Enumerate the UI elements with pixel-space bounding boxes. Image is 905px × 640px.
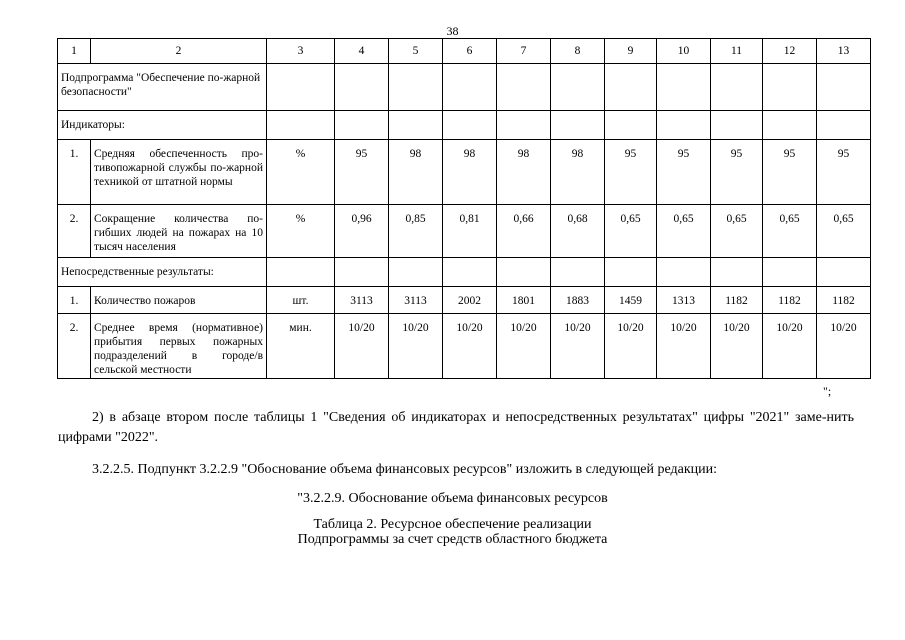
row-name: Средняя обеспеченность про-тивопожарной службы по-жарной техникой от штатной нормы — [91, 140, 267, 205]
empty-cell — [763, 64, 817, 111]
paragraph-amendment-2: 2) в абзаце втором после таблицы 1 "Сведения об индикаторах и непосредственных результатах" цифры "2021" заме-нить цифрами "2022". — [58, 410, 854, 445]
empty-cell — [497, 64, 551, 111]
empty-cell — [497, 258, 551, 287]
value-cell: 0,65 — [605, 205, 657, 258]
value-cell: 95 — [711, 140, 763, 205]
value-cell: 2002 — [443, 287, 497, 314]
row-name: Количество пожаров — [91, 287, 267, 314]
table-row — [58, 287, 871, 314]
table-header-row — [58, 39, 871, 64]
empty-cell — [763, 258, 817, 287]
value-cell: 0,96 — [335, 205, 389, 258]
value-cell: 10/20 — [443, 314, 497, 379]
empty-cell — [817, 111, 871, 140]
value-cell: 10/20 — [605, 314, 657, 379]
table-caption-line1: Таблица 2. Ресурсное обеспечение реализации — [313, 517, 592, 532]
value-cell: 10/20 — [763, 314, 817, 379]
empty-cell — [605, 258, 657, 287]
value-cell: 0,68 — [551, 205, 605, 258]
indicators-section-row-label: Индикаторы: — [58, 111, 267, 140]
empty-cell — [551, 111, 605, 140]
value-cell: 10/20 — [817, 314, 871, 379]
header-cell: 4 — [335, 39, 389, 64]
value-cell: 95 — [605, 140, 657, 205]
header-cell: 10 — [657, 39, 711, 64]
header-cell: 7 — [497, 39, 551, 64]
value-cell: 1313 — [657, 287, 711, 314]
empty-cell — [389, 258, 443, 287]
empty-cell — [497, 111, 551, 140]
value-cell: 10/20 — [551, 314, 605, 379]
value-cell: 0,65 — [763, 205, 817, 258]
header-cell: 8 — [551, 39, 605, 64]
empty-cell — [763, 111, 817, 140]
value-cell: 95 — [335, 140, 389, 205]
header-cell: 12 — [763, 39, 817, 64]
empty-cell — [657, 258, 711, 287]
results-section-row — [58, 258, 871, 287]
value-cell: 10/20 — [497, 314, 551, 379]
value-cell: 3113 — [335, 287, 389, 314]
value-cell: 0,66 — [497, 205, 551, 258]
empty-cell — [267, 258, 335, 287]
empty-cell — [711, 258, 763, 287]
empty-cell — [551, 258, 605, 287]
empty-cell — [817, 64, 871, 111]
empty-cell — [657, 64, 711, 111]
paragraph-3-2-2-5: 3.2.2.5. Подпункт 3.2.2.9 "Обоснование объема финансовых ресурсов" изложить в следующей редакции: — [92, 462, 717, 477]
value-cell: 95 — [763, 140, 817, 205]
value-cell: 10/20 — [335, 314, 389, 379]
empty-cell — [605, 64, 657, 111]
empty-cell — [389, 111, 443, 140]
row-name: Среднее время (нормативное) прибытия первых пожарных подразделений в городе/в сельской местности — [91, 314, 267, 379]
header-cell: 3 — [267, 39, 335, 64]
page-number: 38 — [446, 24, 459, 38]
empty-cell — [817, 258, 871, 287]
row-index: 1. — [58, 140, 91, 205]
value-cell: 10/20 — [711, 314, 763, 379]
value-cell: 0,65 — [711, 205, 763, 258]
value-cell: 10/20 — [389, 314, 443, 379]
closing-quote: "; — [823, 384, 832, 398]
value-cell: 1182 — [817, 287, 871, 314]
header-cell: 13 — [817, 39, 871, 64]
empty-cell — [551, 64, 605, 111]
subprogram-row — [58, 64, 871, 111]
row-name: Сокращение количества по-гибших людей на пожарах на 10 тысяч населения — [91, 205, 267, 258]
row-unit: % — [267, 205, 335, 258]
results-section-row-label: Непосредственные результаты: — [58, 258, 267, 287]
header-cell: 1 — [58, 39, 91, 64]
value-cell: 0,85 — [389, 205, 443, 258]
row-unit: мин. — [267, 314, 335, 379]
value-cell: 98 — [389, 140, 443, 205]
table-caption-line2: Подпрограммы за счет средств областного бюджета — [297, 532, 608, 547]
empty-cell — [605, 111, 657, 140]
empty-cell — [711, 111, 763, 140]
empty-cell — [711, 64, 763, 111]
value-cell: 0,81 — [443, 205, 497, 258]
empty-cell — [389, 64, 443, 111]
empty-cell — [335, 258, 389, 287]
value-cell: 1182 — [763, 287, 817, 314]
table-row — [58, 205, 871, 258]
table-row — [58, 140, 871, 205]
empty-cell — [267, 111, 335, 140]
row-index: 2. — [58, 314, 91, 379]
value-cell: 1182 — [711, 287, 763, 314]
empty-cell — [267, 64, 335, 111]
empty-cell — [657, 111, 711, 140]
table-row — [58, 314, 871, 379]
value-cell: 1459 — [605, 287, 657, 314]
header-cell: 6 — [443, 39, 497, 64]
empty-cell — [443, 258, 497, 287]
value-cell: 1801 — [497, 287, 551, 314]
empty-cell — [335, 64, 389, 111]
row-unit: % — [267, 140, 335, 205]
header-cell: 9 — [605, 39, 657, 64]
row-index: 2. — [58, 205, 91, 258]
value-cell: 10/20 — [657, 314, 711, 379]
value-cell: 95 — [657, 140, 711, 205]
header-cell: 2 — [91, 39, 267, 64]
value-cell: 3113 — [389, 287, 443, 314]
empty-cell — [443, 64, 497, 111]
empty-cell — [443, 111, 497, 140]
section-heading: "3.2.2.9. Обоснование объема финансовых ресурсов — [297, 491, 608, 506]
row-index: 1. — [58, 287, 91, 314]
header-cell: 11 — [711, 39, 763, 64]
value-cell: 98 — [551, 140, 605, 205]
value-cell: 0,65 — [817, 205, 871, 258]
empty-cell — [335, 111, 389, 140]
header-cell: 5 — [389, 39, 443, 64]
row-unit: шт. — [267, 287, 335, 314]
indicators-section-row — [58, 111, 871, 140]
value-cell: 98 — [443, 140, 497, 205]
value-cell: 98 — [497, 140, 551, 205]
indicators-table — [57, 38, 871, 379]
value-cell: 1883 — [551, 287, 605, 314]
subprogram-row-label: Подпрограмма "Обеспечение по-жарной безопасности" — [58, 64, 267, 111]
value-cell: 0,65 — [657, 205, 711, 258]
value-cell: 95 — [817, 140, 871, 205]
